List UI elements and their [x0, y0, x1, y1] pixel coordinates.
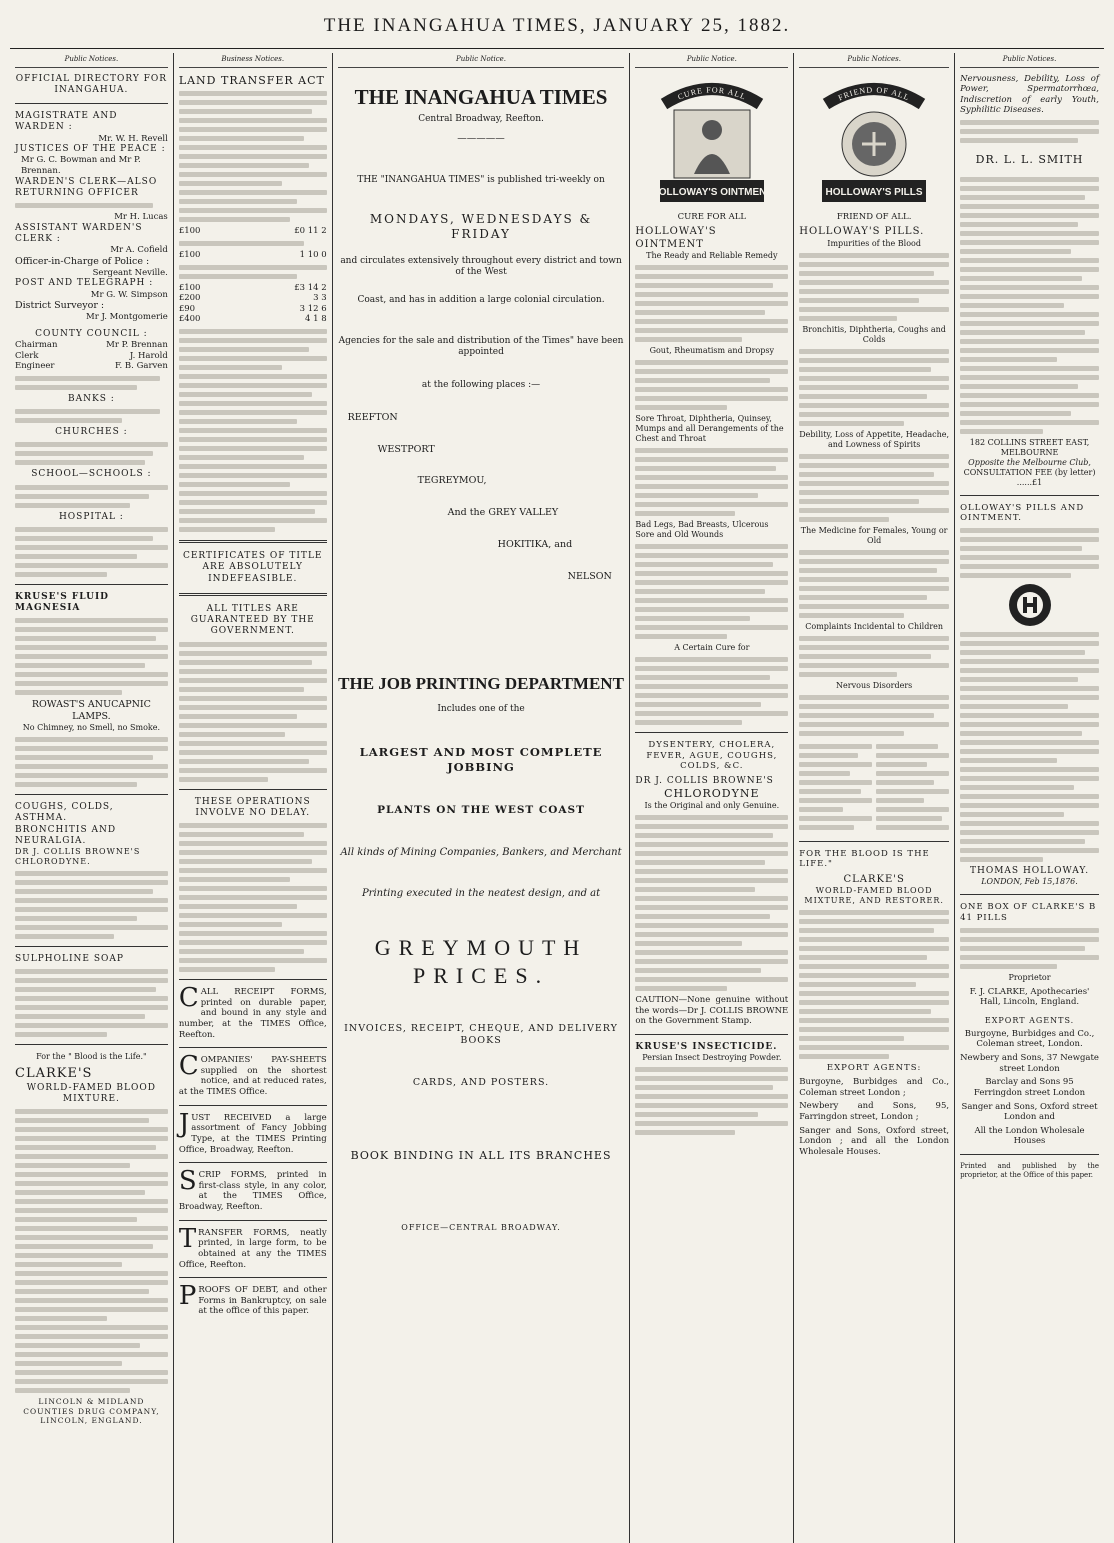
column-heading: Public Notices.	[960, 53, 1099, 68]
scrip-forms-ad: SCRIP FORMS, printed in first-class style, in any color, at the TIMES Office, Broadway, Reefton.	[178, 1166, 327, 1212]
office-address: OFFICE—CENTRAL BROADWAY.	[401, 1222, 561, 1232]
collis-browne-heading: DR J. COLLIS BROWNE'S	[635, 776, 774, 786]
pills-sub: Nervous Disorders	[836, 680, 913, 690]
fee-row: £100 £0 11 2	[178, 226, 327, 237]
bronchitis-heading: BRONCHITIS AND NEURALGIA.	[15, 824, 117, 846]
paper-title: THE INANGAHUA TIMES	[354, 84, 608, 109]
blood-is-life: For the " Blood is the Life."	[36, 1052, 147, 1062]
export-agents-heading: EXPORT AGENTS:	[826, 1063, 922, 1074]
ointment-sub: Sore Throat, Diphtheria, Quinsey, Mumps and all Derangements of the Chest and Throat	[635, 414, 784, 444]
consulting-address: 182 COLLINS STREET EAST, MELBOURNE	[969, 437, 1090, 457]
columns	[10, 53, 1104, 1543]
fee-row: £200 3 3	[178, 293, 327, 304]
directory-entry: Officer-in-Charge of Police : Sergeant Neville.	[15, 255, 168, 278]
ointment-title: HOLLOWAY'S OINTMENT	[635, 226, 717, 250]
column-heading: Public Notice.	[635, 53, 788, 68]
council-row: Chairman Mr P. Brennan	[15, 340, 168, 350]
holloway-pills-vignette	[814, 74, 934, 209]
pills-sub: Complaints Incidental to Children	[805, 621, 944, 631]
printer-footer: Printed and published by the proprietor, at the Office of this paper.	[960, 1162, 1099, 1179]
clarke-title: CLARKE'S	[15, 1066, 93, 1082]
export-agents-heading: EXPORT AGENTS.	[984, 1015, 1075, 1025]
fee-row: £400 4 1 8	[178, 314, 327, 325]
clarke-apothecaries: F. J. CLARKE, Apothecaries' Hall, Lincoln, England.	[969, 986, 1090, 1008]
land-transfer-title: LAND TRANSFER ACT	[178, 73, 325, 87]
publication-days: MONDAYS, WEDNESDAYS & FRIDAY	[369, 212, 593, 242]
jobbing-type-ad: JUST RECEIVED a large assortment of Fancy Jobbing Type, at the TIMES Printing Office, Broadway, Reefton.	[178, 1108, 327, 1155]
pills-sub: Bronchitis, Diphtheria, Coughs and Colds	[802, 324, 946, 344]
agency-places	[338, 412, 625, 583]
holloway-date: LONDON, Feb 15,1876.	[981, 877, 1078, 887]
schools-title: SCHOOL—SCHOOLS :	[31, 469, 152, 480]
pay-sheets-ad: COMPANIES' PAY-SHEETS supplied on the shortest notice, and at reduced rates, at the TIMES Office.	[178, 1051, 327, 1097]
agent-line: Newbery and Sons, 37 Newgate street London	[960, 1053, 1099, 1074]
coast-line: Coast, and has in addition a large colonial circulation.	[357, 294, 605, 305]
pills-sub: Impurities of the Blood	[827, 238, 921, 248]
place-item: HOKITIKA, and	[497, 539, 573, 551]
kruse-insecticide-title: KRUSE'S INSECTICIDE.	[635, 1041, 778, 1052]
pills-sub: The Medicine for Females, Young or Old	[800, 525, 948, 545]
ointment-banner: CURE FOR ALL	[676, 84, 748, 102]
guaranteed-notice: ALL TITLES ARE GUARANTEED BY THE GOVERNMENT.	[190, 603, 315, 637]
pills-title: HOLLOWAY'S PILLS.	[799, 226, 925, 238]
lincoln-drug-company: LINCOLN & MIDLAND COUNTIES DRUG COMPANY, LINCOLN, ENGLAND.	[23, 1397, 160, 1425]
place-item: And the GREY VALLEY	[447, 507, 559, 519]
original-genuine: Is the Original and only Genuine.	[644, 801, 780, 810]
place-item: NELSON	[567, 571, 612, 582]
receipt-forms-ad: CALL RECEIPT FORMS, printed on durable paper, and bound in any style and number, at the TIMES Office, Reefton.	[178, 983, 327, 1040]
agent-line: Sanger and Sons, Oxford street, London ; and all the London Wholesale Houses.	[799, 1125, 950, 1157]
hospital-title: HOSPITAL :	[58, 511, 124, 522]
mining-companies-line: All kinds of Mining Companies, Bankers, and Merchant	[340, 847, 622, 859]
chlorodyne-heading: DR J. COLLIS BROWNE'S CHLORODYNE.	[15, 847, 141, 867]
page-masthead: THE INANGAHUA TIMES, JANUARY 25, 1882.	[10, 14, 1104, 49]
churches-title: CHURCHES :	[55, 427, 128, 438]
opposite-club: Opposite the Melbourne Club,	[968, 457, 1091, 467]
coughs-heading: COUGHS, COLDS, ASTHMA.	[15, 802, 114, 824]
following-places: at the following places :—	[421, 380, 541, 391]
dysentery-heading: DYSENTERY, CHOLERA, FEVER, AGUE, COUGHS, COLDS, &C.	[646, 740, 778, 772]
lamps-subtitle: No Chimney, no Smell, no Smoke.	[22, 723, 161, 733]
council-row: Clerk J. Harold	[15, 350, 168, 361]
place-item: REEFTON	[347, 411, 398, 423]
agent-line: Burgoyne, Burbidges and Co., Coleman street, London.	[964, 1028, 1095, 1050]
cards-posters-line: CARDS, AND POSTERS.	[412, 1077, 550, 1088]
column-5	[794, 53, 955, 1543]
largest-jobbing-line: LARGEST AND MOST COMPLETE JOBBING	[359, 745, 603, 774]
directory-entry: WARDEN'S CLERK—ALSO RETURNING OFFICER Mr H. Lucas	[15, 176, 168, 223]
ointment-sub: Bad Legs, Bad Breasts, Ulcerous Sore and Old Wounds	[635, 520, 769, 540]
trademark-seal-icon	[1007, 582, 1053, 628]
circulation-line: and circulates extensively throughout every district and town of the West	[340, 256, 622, 278]
includes-line: Includes one of the	[437, 704, 525, 715]
lamps-title: ROWAST'S ANUCAPNIC LAMPS.	[31, 699, 151, 723]
column-4	[630, 53, 794, 1543]
blood-life-heading: FOR THE BLOOD IS THE LIFE."	[799, 848, 930, 870]
ailments-table	[799, 740, 949, 834]
directory-entry: ASSISTANT WARDEN'S CLERK : Mr A. Cofield	[15, 222, 168, 256]
fee-row: £100 £3 14 2	[178, 282, 327, 293]
dr-smith-name: DR. L. L. SMITH	[975, 153, 1084, 166]
sulpholine-heading: SULPHOLINE SOAP	[15, 954, 124, 965]
column-heading: Public Notice.	[338, 53, 625, 68]
column-heading: Public Notices.	[15, 53, 168, 68]
certificates-notice: CERTIFICATES OF TITLE ARE ABSOLUTELY INDEFEASIBLE.	[182, 551, 323, 584]
ointment-sub: Gout, Rheumatism and Dropsy	[649, 346, 775, 356]
agent-line: Newbery and Sons, 95, Farringdon street, London ;	[799, 1101, 950, 1122]
proprietor-label: Proprietor	[1008, 972, 1051, 982]
printing-executed-line: Printing executed in the neatest design, and at	[361, 887, 601, 899]
clarke-subtitle: WORLD-FAMED BLOOD MIXTURE.	[26, 1082, 156, 1104]
book-binding-line: BOOK BINDING IN ALL ITS BRANCHES	[350, 1148, 612, 1162]
pills-label: HOLLOWAY'S PILLS	[825, 186, 923, 198]
chlorodyne-heading: CHLORODYNE	[664, 787, 760, 801]
ointment-caption: CURE FOR ALL	[677, 211, 747, 222]
column-3: Public Notice. THE INANGAHUA TIMES Central Broadway, Reefton. ————— THE "INANGAHUA TIMES" is published tri-weekly on MONDAYS, WEDNESDAYS & FRIDAY and circulates extensively throughout every district and town of the West Coast, and has in addition a large colonial circulation. Agencies for the sale and distribution of the Times" have been appointed at the following places :— REEFTON WESTPORT TEGREYMOU, And the GREY VALLEY HOKITIKA, and NELSON THE JOB PRINTING DEPARTMENT Includes one of the LARGEST AND MOST COMPLETE JOBBING PLANTS ON THE WEST COAST All kinds of Mining Companies, Bankers, and Merchant Printing executed in the neatest design, and at GREYMOUTH PRICES. INVOICES, RECEIPT, CHEQUE, AND DELIVERY BOOKS CARDS, AND POSTERS. BOOK BINDING IN ALL ITS BRANCHES OFFICE—CENTRAL BROADWAY.	[333, 53, 631, 1543]
agent-line: Barclay and Sons 95 Ferringdon street London	[973, 1077, 1086, 1098]
pills-sub: Debility, Loss of Appetite, Headache, and Lowness of Spirits	[799, 429, 950, 449]
agent-line: Sanger and Sons, Oxford street London and	[961, 1101, 1098, 1123]
holloway-pills-heading: OLLOWAY'S PILLS AND OINTMENT.	[960, 502, 1085, 524]
ointment-label: HOLLOWAY'S OINTMENT	[651, 186, 772, 198]
directory-entry: JUSTICES OF THE PEACE : Mr G. C. Bowman and Mr P. Brennan.	[15, 144, 166, 176]
directory-title: OFFICIAL DIRECTORY FOR INANGAHUA.	[15, 73, 168, 95]
fee-row: £90 3 12 6	[178, 303, 327, 314]
persian-powder: Persian Insect Destroying Powder.	[642, 1053, 782, 1063]
column-1	[10, 53, 174, 1543]
published-line: THE "INANGAHUA TIMES" is published tri-weekly on	[357, 174, 605, 185]
holloway-ointment-vignette	[652, 74, 772, 209]
agent-line: All the London Wholesale Houses	[974, 1125, 1085, 1147]
transfer-forms-ad: TRANSFER FORMS, neatly printed, in large form, to be obtained at any the TIMES Office, Reefton.	[178, 1223, 327, 1270]
column-6	[955, 53, 1104, 1543]
pills-banner: FRIEND OF ALL	[836, 84, 912, 102]
pills-caption: FRIEND OF ALL.	[836, 211, 912, 222]
place-item: WESTPORT	[377, 443, 435, 455]
one-box-heading: ONE BOX OF CLARKE'S B 41 PILLS	[960, 902, 1097, 923]
proofs-of-debt-ad: PROOFS OF DEBT, and other Forms in Bankruptcy, on sale at the office of this paper.	[178, 1281, 327, 1317]
directory-entry: MAGISTRATE AND WARDEN : Mr. W. H. Revell	[15, 111, 168, 144]
mixture-heading: WORLD-FAMED BLOOD MIXTURE, AND RESTORER.	[804, 886, 944, 906]
directory-entry: POST AND TELEGRAPH : Mr G. W. Simpson	[15, 278, 168, 300]
column-heading: Business Notices.	[179, 53, 327, 68]
paper-address: Central Broadway, Reefton.	[418, 113, 544, 124]
agent-line: Burgoyne, Burbidges and Co., Coleman street London ;	[799, 1077, 950, 1098]
column-2	[174, 53, 333, 1543]
council-row: Engineer F. B. Garven	[15, 361, 168, 372]
column-heading: Public Notices.	[799, 53, 949, 68]
directory-entry: District Surveyor : Mr J. Montgomerie	[15, 300, 168, 323]
fee-row: £100 1 10 0	[178, 249, 327, 260]
agencies-line: Agencies for the sale and distribution of the Times" have been appointed	[338, 335, 624, 358]
job-printing-heading: THE JOB PRINTING DEPARTMENT	[338, 673, 624, 693]
greymouth-prices: GREYMOUTH PRICES.	[374, 935, 588, 988]
council-title: COUNTY COUNCIL :	[35, 328, 148, 339]
caution-notice: CAUTION—None genuine without the words—Dr J. COLLIS BROWNE on the Government Stamp.	[635, 995, 789, 1027]
holloway-signature: THOMAS HOLLOWAY.	[969, 866, 1090, 876]
clarkes-heading: CLARKE'S	[843, 873, 905, 885]
place-item: TEGREYMOU,	[417, 475, 487, 487]
ointment-sub: The Ready and Reliable Remedy	[646, 251, 778, 261]
operations-notice: THESE OPERATIONS INVOLVE NO DELAY.	[194, 796, 311, 818]
magnesia-title: KRUSE'S FLUID MAGNESIA	[15, 591, 109, 614]
plants-line: PLANTS ON THE WEST COAST	[377, 804, 585, 817]
smith-intro: Nervousness, Debility, Loss of Power, Spermatorrhœa, Indiscretion of early Youth, Syphilitic Diseases.	[960, 73, 1099, 116]
banks-title: BANKS :	[68, 393, 115, 404]
invoices-line: INVOICES, RECEIPT, CHEQUE, AND DELIVERY BOOKS	[344, 1023, 618, 1047]
consultation-fee: CONSULTATION FEE (by letter) ......£1	[963, 467, 1096, 487]
ointment-sub: A Certain Cure for	[674, 643, 750, 653]
